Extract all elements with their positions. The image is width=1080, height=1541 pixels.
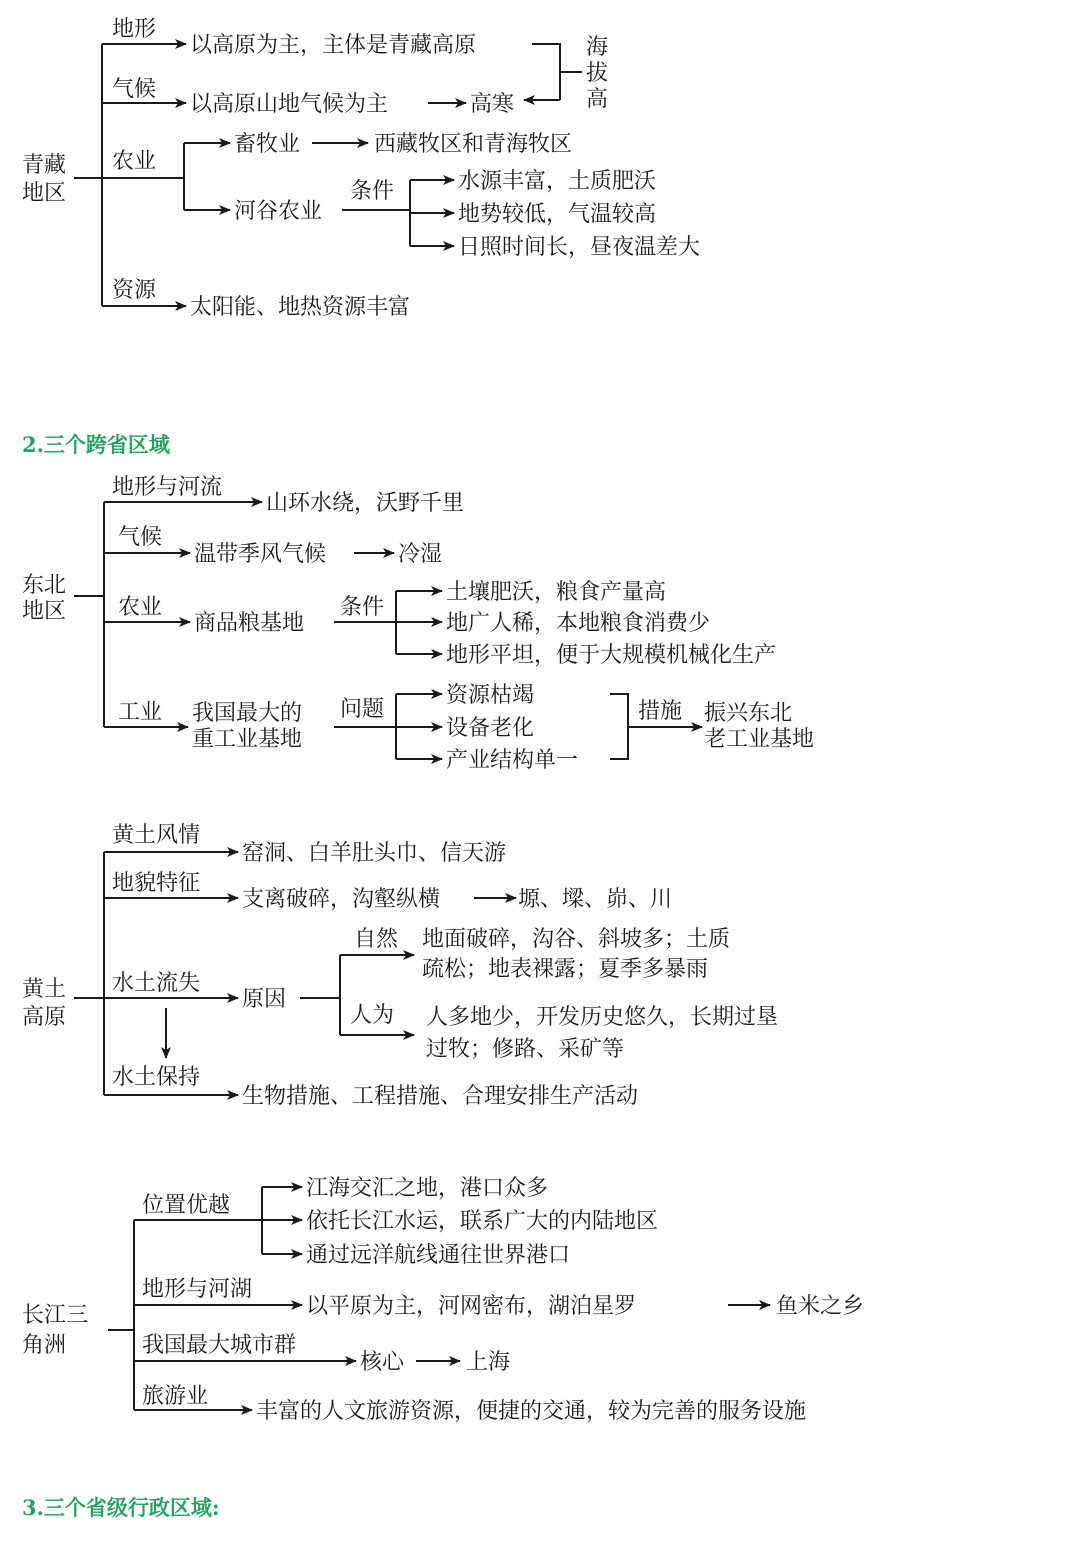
huangtu-style: 窑洞、白羊肚头巾、信天游	[242, 841, 507, 866]
qingzang-diagram	[22, 17, 700, 320]
qingzang-climate-label: 气候	[112, 77, 157, 102]
qingzang-terrain: 以高原为主，主体是青藏高原	[190, 33, 477, 58]
changjiang-terrain: 以平原为主，河网密布，湖泊星罗	[306, 1294, 637, 1319]
qingzang-pastoral-result: 西藏牧区和青海牧区	[374, 132, 573, 157]
altitude-2: 拔	[586, 61, 609, 86]
altitude-bracket	[532, 44, 560, 100]
dongbei-prob-2: 设备老化	[446, 716, 535, 741]
changjiang-terrain-label: 地形与河湖	[142, 1277, 253, 1302]
altitude-1: 海	[586, 35, 609, 60]
huangtu-root-2: 高原	[22, 1005, 67, 1030]
changjiang-loc-3: 通过远洋航线通往世界港口	[306, 1243, 571, 1268]
dongbei-climate-result: 冷湿	[398, 542, 443, 567]
dongbei-prob-label: 问题	[340, 697, 385, 722]
huangtu-hum-1: 人多地少，开发历史悠久，长期过垦	[426, 1005, 779, 1030]
huangtu-trunk	[74, 852, 104, 1095]
qingzang-terrain-label: 地形	[112, 17, 157, 42]
dongbei-measure-2: 老工业基地	[704, 727, 815, 752]
dongbei-terrain: 山环水绕，沃野千里	[266, 491, 465, 516]
changjiang-core: 核心	[360, 1350, 405, 1375]
dongbei-measure-label: 措施	[638, 699, 683, 724]
qingzang-res-label: 资源	[112, 278, 157, 303]
dongbei-climate-label: 气候	[118, 525, 163, 550]
qingzang-pastoral: 畜牧业	[234, 132, 301, 157]
huangtu-cause-branch	[300, 955, 340, 1035]
dongbei-measure-1: 振兴东北	[704, 701, 793, 726]
dongbei-ind-2: 重工业基地	[192, 727, 303, 752]
section-heading-2: 2.三个跨省区域	[22, 432, 170, 457]
qingzang-cond-2: 地势较低，气温较高	[458, 202, 657, 227]
qingzang-valley: 河谷农业	[234, 199, 323, 224]
huangtu-loss-label: 水土流失	[112, 971, 201, 996]
huangtu-land-label: 地貌特征	[112, 871, 201, 896]
qingzang-cond-1: 水源丰富，土质肥沃	[458, 169, 657, 194]
dongbei-ind-label: 工业	[118, 700, 163, 725]
changjiang-city-label: 我国最大城市群	[142, 1333, 297, 1358]
huangtu-cause: 原因	[242, 987, 287, 1012]
qingzang-climate: 以高原山地气候为主	[190, 92, 389, 117]
changjiang-diagram	[22, 1176, 864, 1424]
dongbei-prob-3: 产业结构单一	[446, 748, 579, 773]
section-heading-3: 3.三个省级行政区域:	[22, 1495, 220, 1520]
qingzang-climate-result: 高寒	[470, 92, 515, 117]
changjiang-root-2: 角洲	[22, 1333, 67, 1358]
dongbei-climate: 温带季风气候	[194, 542, 327, 567]
huangtu-keep: 生物措施、工程措施、合理安排生产活动	[242, 1084, 639, 1109]
changjiang-loc-1: 江海交汇之地，港口众多	[306, 1176, 549, 1201]
huangtu-style-label: 黄土风情	[112, 823, 201, 848]
dongbei-cond-label: 条件	[340, 595, 385, 620]
changjiang-tour-label: 旅游业	[142, 1384, 209, 1409]
qingzang-res: 太阳能、地热资源丰富	[190, 295, 411, 320]
changjiang-tour: 丰富的人文旅游资源，便捷的交通，较为完善的服务设施	[256, 1399, 807, 1424]
changjiang-loc-2: 依托长江水运，联系广大的内陆地区	[306, 1209, 659, 1234]
qingzang-cond-label: 条件	[350, 179, 395, 204]
dongbei-trunk	[74, 502, 104, 727]
huangtu-nat-label: 自然	[354, 927, 399, 952]
dongbei-prob-1: 资源枯竭	[446, 683, 535, 708]
huangtu-root-1: 黄土	[22, 977, 67, 1002]
changjiang-terrain-result: 鱼米之乡	[776, 1294, 865, 1319]
qingzang-root-1: 青藏	[22, 153, 67, 178]
dongbei-cond-2: 地广人稀，本地粮食消费少	[446, 611, 711, 636]
qingzang-agri-label: 农业	[112, 149, 157, 174]
dongbei-prob-bracket	[610, 694, 628, 759]
huangtu-diagram	[22, 823, 778, 1109]
qingzang-trunk	[74, 44, 102, 306]
altitude-3: 高	[586, 87, 609, 112]
changjiang-core-result: 上海	[466, 1350, 511, 1375]
dongbei-agri-label: 农业	[118, 595, 163, 620]
dongbei-cond-1: 土壤肥沃，粮食产量高	[446, 580, 667, 605]
huangtu-land: 支离破碎，沟壑纵横	[242, 887, 441, 912]
huangtu-nat-1: 地面破碎，沟谷、斜坡多；土质	[422, 927, 731, 952]
huangtu-land-result: 塬、墚、峁、川	[518, 887, 673, 912]
changjiang-root-1: 长江三	[22, 1303, 89, 1328]
qingzang-cond-3: 日照时间长，昼夜温差大	[458, 235, 701, 260]
dongbei-terrain-label: 地形与河流	[112, 475, 223, 500]
qingzang-root-2: 地区	[22, 181, 67, 206]
dongbei-root-2: 地区	[22, 599, 67, 624]
dongbei-agri: 商品粮基地	[194, 611, 305, 636]
huangtu-nat-2: 疏松；地表裸露；夏季多暴雨	[422, 957, 709, 982]
dongbei-cond-3: 地形平坦，便于大规模机械化生产	[446, 643, 777, 668]
changjiang-trunk	[108, 1220, 134, 1410]
dongbei-root-1: 东北	[22, 573, 67, 598]
dongbei-ind-1: 我国最大的	[192, 701, 303, 726]
changjiang-loc-label: 位置优越	[142, 1193, 231, 1218]
dongbei-diagram	[22, 475, 814, 773]
huangtu-hum-2: 过牧；修路、采矿等	[426, 1037, 625, 1062]
huangtu-hum-label: 人为	[350, 1003, 395, 1028]
huangtu-keep-label: 水土保持	[112, 1065, 201, 1090]
